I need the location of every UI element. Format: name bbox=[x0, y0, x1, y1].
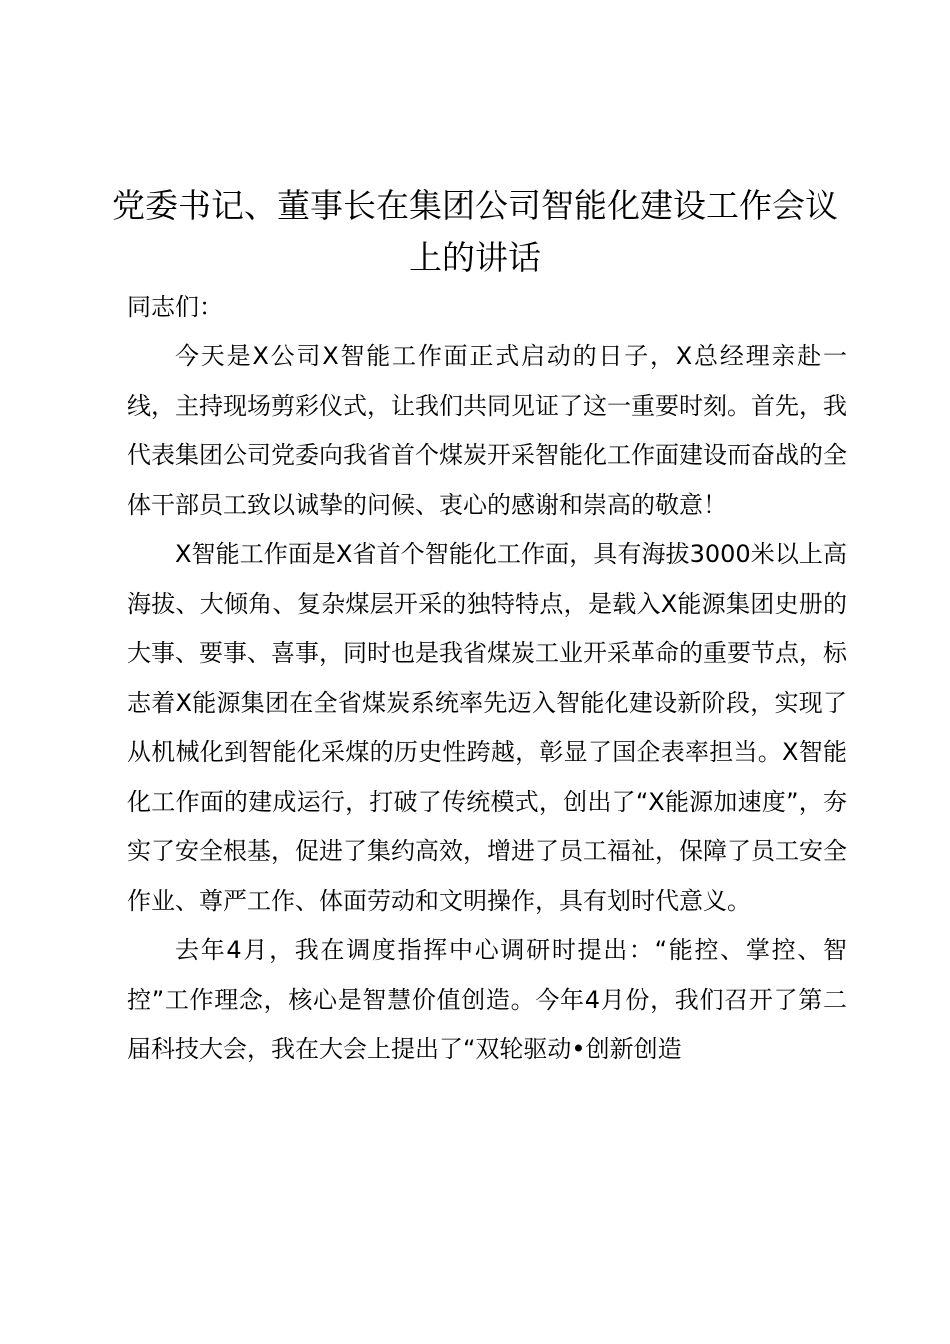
paragraph-last-year: 去年4月，我在调度指挥中心调研时提出：“能控、掌控、智控”工作理念，核心是智慧价值创造。今年4月份，我们召开了第二届科技大会，我在大会上提出了“双轮驱动•创新创造 bbox=[127, 936, 847, 1063]
document-body bbox=[127, 332, 847, 1075]
paragraph-opening: 今天是X公司X智能工作面正式启动的日子，X总经理亲赴一线，主持现场剪彩仪式，让我们共同见证了这一重要时刻。首先，我代表集团公司党委向我省首个煤炭开采智能化工作面建设而奋战的全体干部员工致以诚挚的问候、衷心的感谢和崇高的敬意！ bbox=[127, 342, 847, 519]
document-title: 党委书记、董事长在集团公司智能化建设工作会议上的讲话 bbox=[112, 186, 838, 277]
paragraph-workface: X智能工作面是X省首个智能化工作面，具有海拔3000米以上高海拔、大倾角、复杂煤层开采的独特特点，是载入X能源集团史册的大事、要事、喜事，同时也是我省煤炭工业开采革命的重要节点，标志着X能源集团在全省煤炭系统率先迈入智能化建设新阶段，实现了从机械化到智能化采煤的历史性跨越，彰显了国企表率担当。X智能化工作面的建成运行，打破了传统模式，创出了“X能源加速度”，夯实了安全根基，促进了集约高效，增进了员工福祉，保障了员工安全作业、尊严工作、体面劳动和文明操作，具有划时代意义。 bbox=[127, 540, 847, 915]
salutation: 同志们： bbox=[127, 293, 223, 321]
